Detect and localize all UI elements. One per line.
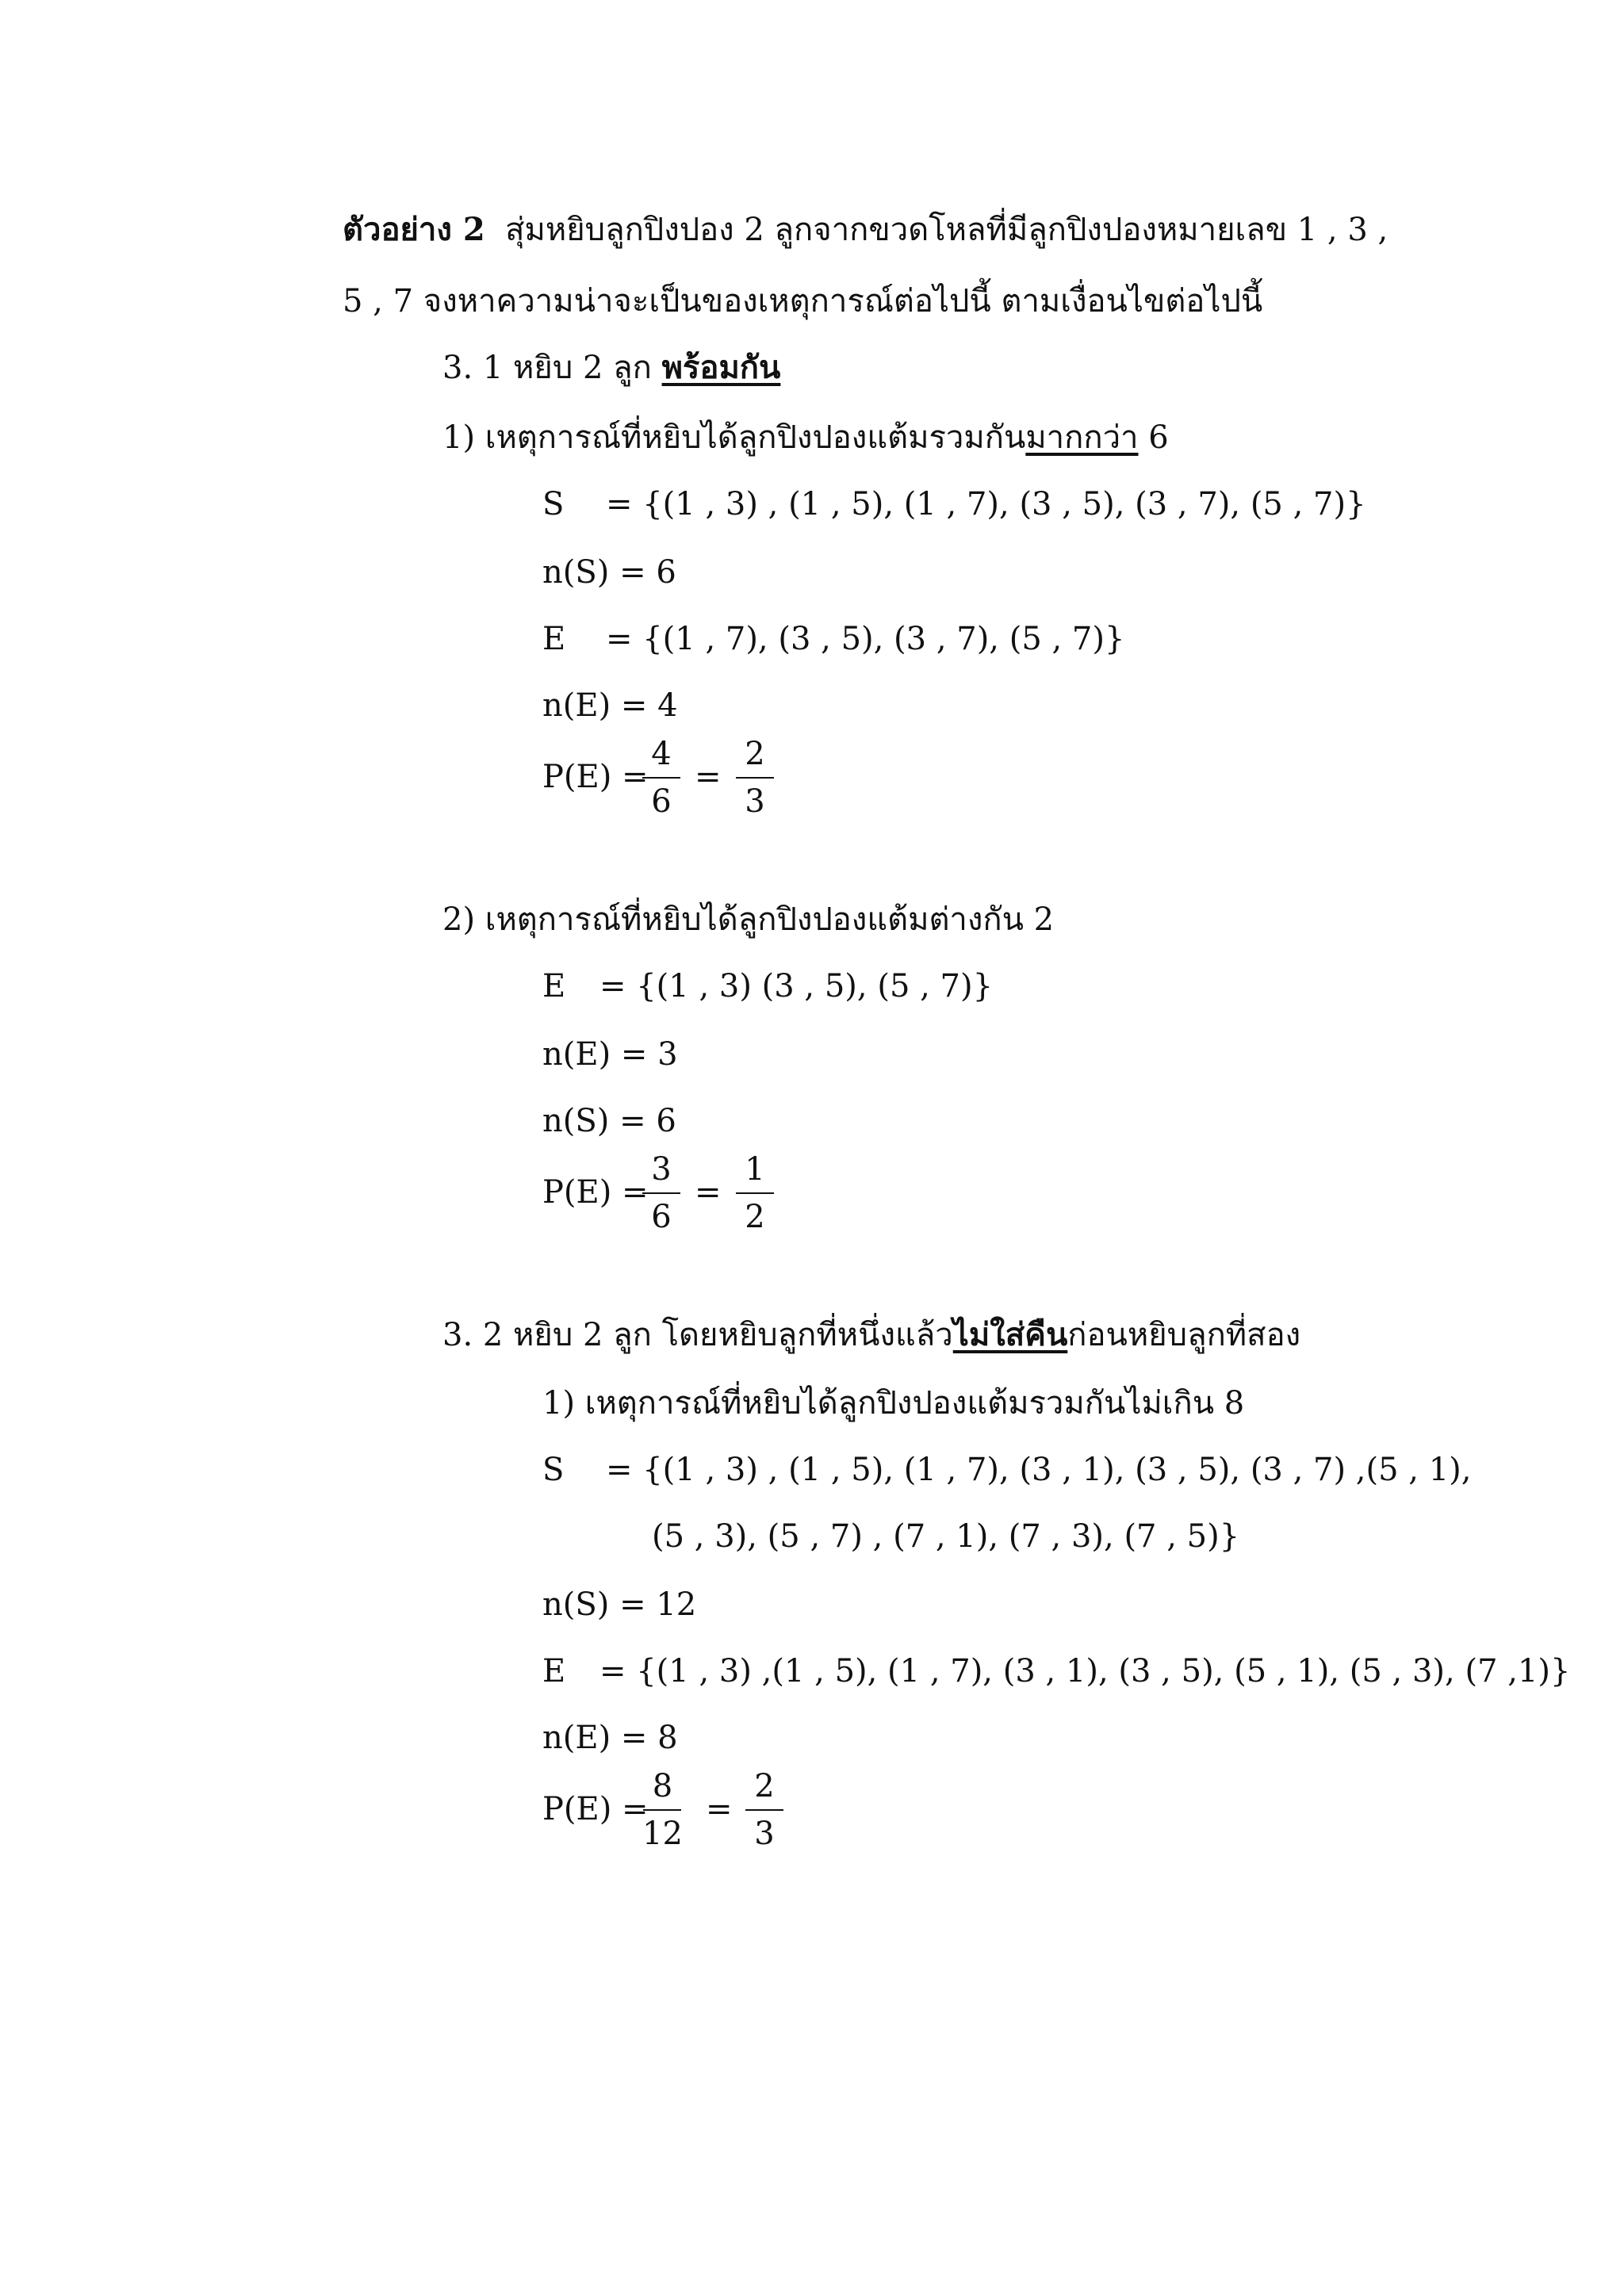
section-3-2-heading xyxy=(442,1313,1300,1357)
section-3-1-question-1 xyxy=(442,415,1169,460)
section-3-1-emphasis: พร้อมกัน xyxy=(661,349,781,386)
s31-q1-S-label: S xyxy=(542,486,565,522)
s31-q2-fraction-2 xyxy=(736,1150,774,1237)
s31-q2-equals: = xyxy=(695,1174,722,1211)
s32-q1-denominator-2: 3 xyxy=(754,1816,775,1852)
q1-suffix: 6 xyxy=(1138,419,1169,456)
s31-q2-nS: n(S) = 6 xyxy=(542,1103,676,1139)
s31-q1-numerator-2: 2 xyxy=(736,734,774,779)
s31-q1-nS: n(S) = 6 xyxy=(542,554,676,591)
s31-q1-numerator-1: 4 xyxy=(642,734,680,779)
s32-q1-P-label: P(E) = xyxy=(542,1791,649,1827)
s32-q1-E-label: E xyxy=(542,1653,566,1689)
section-3-2-suffix: ก่อนหยิบลูกที่สอง xyxy=(1067,1317,1301,1353)
s32-q1-fraction-1 xyxy=(642,1766,683,1854)
s31-q1-fraction-1 xyxy=(642,734,680,821)
s31-q1-fraction-2 xyxy=(736,734,774,821)
section-3-2-emphasis: ไม่ใส่คืน xyxy=(952,1316,1068,1353)
s32-q1-nE: n(E) = 8 xyxy=(542,1720,678,1756)
s31-q1-equals: = xyxy=(695,759,722,795)
s32-q1-S-value-1: = {(1 , 3) , (1 , 5), (1 , 7), (3 , 1), (3 , 5), (3 , 7) ,(5 , 1), xyxy=(606,1452,1472,1488)
s31-q1-E-value: = {(1 , 7), (3 , 5), (3 , 7), (5 , 7)} xyxy=(606,621,1125,657)
s31-q2-numerator-1: 3 xyxy=(642,1150,680,1194)
s31-q1-S-value: = {(1 , 3) , (1 , 5), (1 , 7), (3 , 5), (3 , 7), (5 , 7)} xyxy=(606,486,1366,522)
s32-q1-equals: = xyxy=(706,1791,733,1827)
q1-prefix: 1) เหตุการณ์ที่หยิบได้ลูกปิงปองแต้มรวมกัน xyxy=(442,419,1026,456)
section-3-1-prefix: 3. 1 หยิบ 2 ลูก xyxy=(442,350,662,386)
section-3-1-heading xyxy=(442,346,780,390)
example-text-1: สุ่มหยิบลูกปิงปอง 2 ลูกจากขวดโหลที่มีลูกปิงปองหมายเลข 1 , 3 , xyxy=(505,212,1388,248)
s31-q2-E-value: = {(1 , 3) (3 , 5), (5 , 7)} xyxy=(599,968,994,1004)
s31-q2-fraction-1 xyxy=(642,1150,680,1237)
s31-q1-P-label: P(E) = xyxy=(542,759,649,795)
s32-q1-nS: n(S) = 12 xyxy=(542,1586,697,1623)
example-intro-line-1 xyxy=(343,208,1388,252)
s31-q2-numerator-2: 1 xyxy=(736,1150,774,1194)
q1-emphasis: มากกว่า xyxy=(1025,419,1139,456)
example-intro-line-2: 5 , 7 จงหาความน่าจะเป็นของเหตุการณ์ต่อไปนี้ ตามเงื่อนไขต่อไปนี้ xyxy=(343,283,1263,320)
s31-q1-denominator-1: 6 xyxy=(651,783,672,820)
s31-q2-denominator-2: 2 xyxy=(745,1199,765,1235)
s32-q1-E-value: = {(1 , 3) ,(1 , 5), (1 , 7), (3 , 1), (3 , 5), (5 , 1), (5 , 3), (7 ,1)} xyxy=(599,1653,1571,1689)
s32-q1-fraction-2 xyxy=(745,1766,783,1854)
s32-q1-numerator-2: 2 xyxy=(745,1766,783,1811)
example-label: ตัวอย่าง 2 xyxy=(343,211,485,248)
s31-q2-denominator-1: 6 xyxy=(651,1199,672,1235)
section-3-2-question-1: 1) เหตุการณ์ที่หยิบได้ลูกปิงปองแต้มรวมกันไม่เกิน 8 xyxy=(542,1385,1245,1422)
section-3-1-question-2: 2) เหตุการณ์ที่หยิบได้ลูกปิงปองแต้มต่างกัน 2 xyxy=(442,901,1055,938)
s32-q1-S-label: S xyxy=(542,1452,565,1488)
s31-q2-nE: n(E) = 3 xyxy=(542,1036,678,1073)
s31-q1-E-label: E xyxy=(542,621,566,657)
section-3-2-prefix: 3. 2 หยิบ 2 ลูก โดยหยิบลูกที่หนึ่งแล้ว xyxy=(442,1317,953,1353)
s32-q1-denominator-1: 12 xyxy=(642,1816,683,1852)
s32-q1-S-value-2: (5 , 3), (5 , 7) , (7 , 1), (7 , 3), (7 , 5)} xyxy=(652,1518,1240,1555)
s32-q1-numerator-1: 8 xyxy=(643,1766,681,1811)
s31-q1-denominator-2: 3 xyxy=(745,783,765,820)
s31-q2-E-label: E xyxy=(542,968,566,1004)
s31-q1-nE: n(E) = 4 xyxy=(542,687,678,724)
s31-q2-P-label: P(E) = xyxy=(542,1174,649,1211)
